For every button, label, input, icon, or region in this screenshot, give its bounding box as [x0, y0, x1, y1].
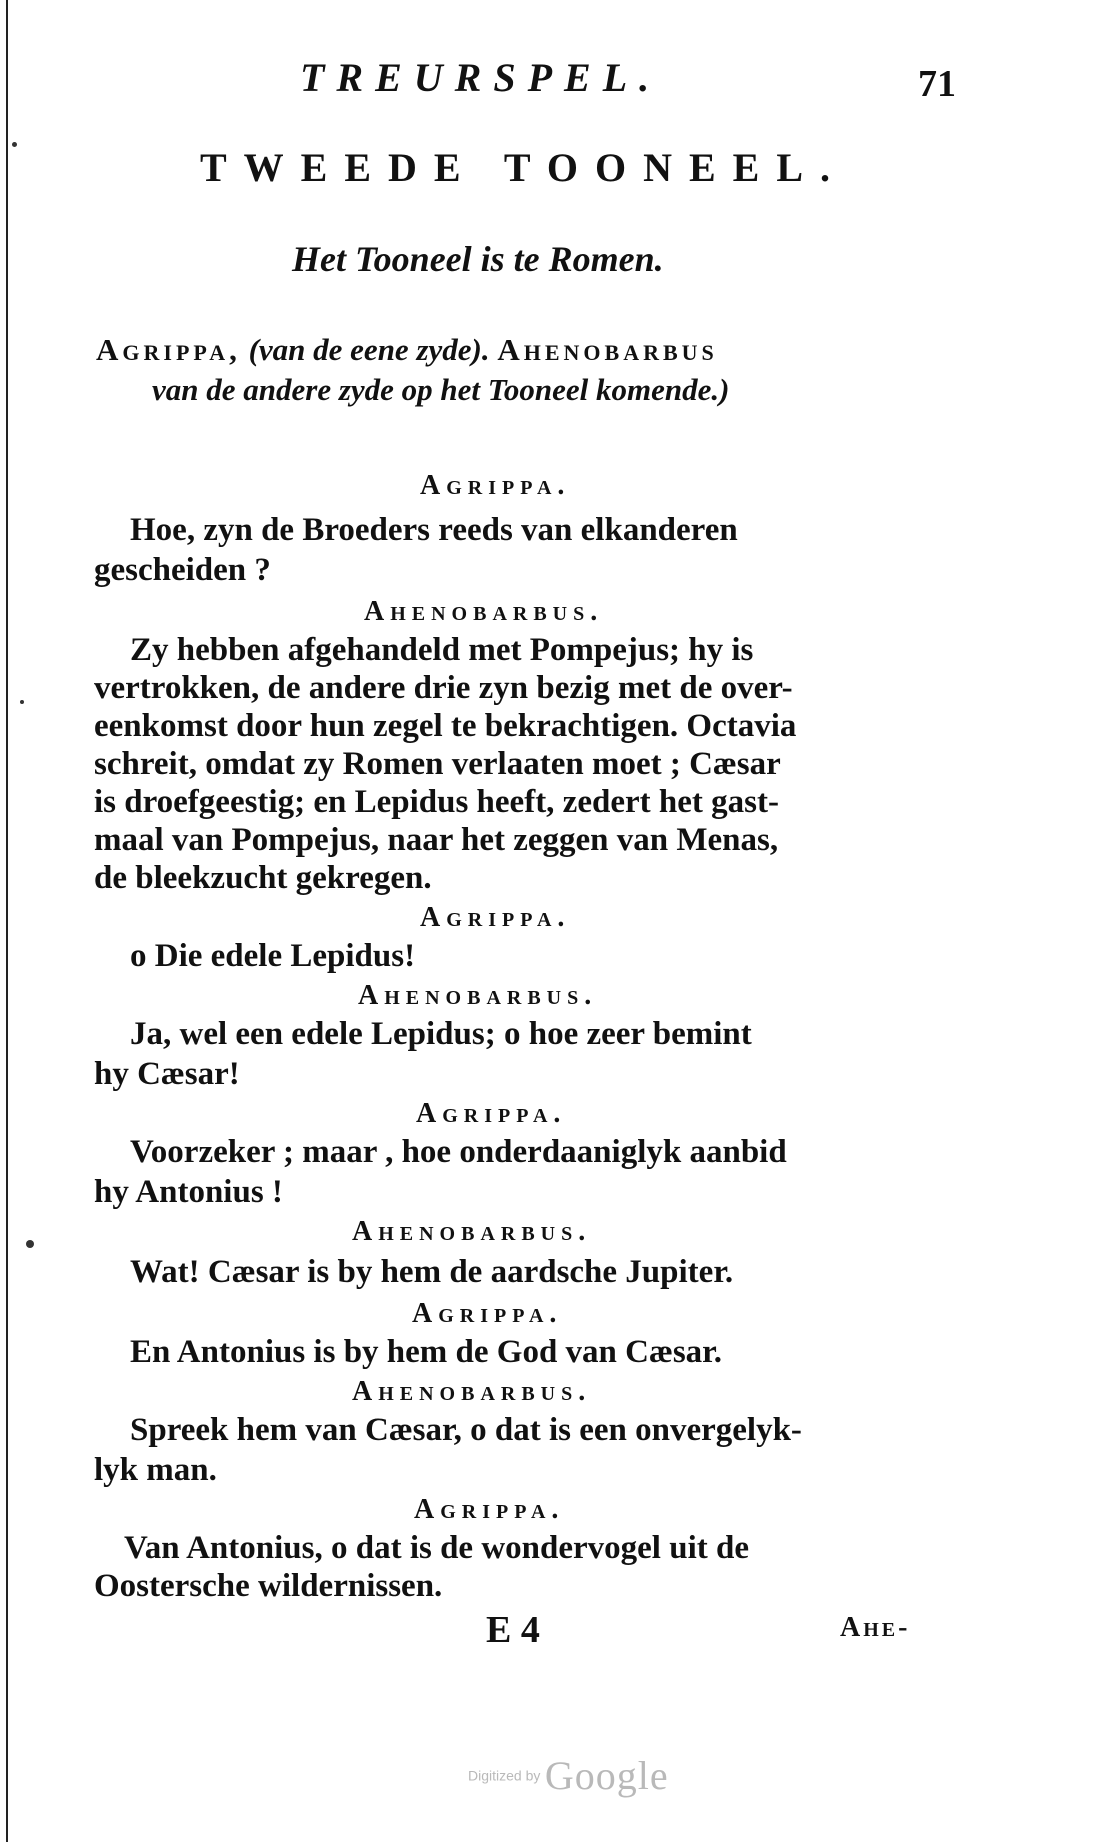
dialogue-line: gescheiden ? [94, 552, 271, 588]
scene-setting: Het Tooneel is te Romen. [292, 239, 664, 279]
scan-speck [12, 142, 17, 147]
stage-direction [96, 330, 946, 410]
speaker-name: Agrippa. [420, 902, 571, 933]
speaker-name: Ahenobarbus. [352, 1216, 592, 1247]
stage-name-ahenobarbus: Ahenobarbus [497, 332, 718, 367]
scan-speck [26, 1240, 34, 1248]
running-title: TREURSPEL. [300, 55, 662, 100]
dialogue-line: de bleekzucht gekregen. [94, 860, 432, 896]
dialogue-line: vertrokken, de andere drie zyn bezig met de over- [94, 670, 793, 706]
speaker-name: Agrippa. [412, 1298, 563, 1329]
speaker-name: Agrippa. [416, 1098, 567, 1129]
page-number: 71 [918, 63, 956, 105]
stage-name-agrippa: Agrippa, [96, 332, 241, 367]
stage-text-2: van de andere zyde op het Tooneel komende.) [152, 372, 730, 407]
dialogue-line: Spreek hem van Cæsar, o dat is een onvergelyk- [130, 1412, 802, 1448]
catchword: Ahe- [840, 1612, 911, 1643]
dialogue-line: Ja, wel een edele Lepidus; o hoe zeer bemint [130, 1016, 752, 1052]
dialogue-line: hy Antonius ! [94, 1174, 283, 1210]
speaker-name: Ahenobarbus. [358, 980, 598, 1011]
dialogue-line: eenkomst door hun zegel te bekrachtigen. Octavia [94, 708, 797, 744]
signature-mark: E 4 [486, 1609, 540, 1651]
scene-heading: TWEEDE TOONEEL. [200, 145, 847, 190]
dialogue-line: En Antonius is by hem de God van Cæsar. [130, 1334, 723, 1370]
dialogue-line: Van Antonius, o dat is de wondervogel uit de [124, 1530, 749, 1566]
dialogue-line: o Die edele Lepidus! [130, 938, 416, 974]
dialogue-line: schreit, omdat zy Romen verlaaten moet ; Cæsar [94, 746, 781, 782]
dialogue-line: maal van Pompejus, naar het zeggen van Menas, [94, 822, 779, 858]
dialogue-line: Wat! Cæsar is by hem de aardsche Jupiter. [130, 1254, 734, 1290]
dialogue-line: Zy hebben afgehandeld met Pompejus; hy is [130, 632, 754, 668]
speaker-name: Agrippa. [414, 1494, 565, 1525]
watermark-brand: Google [544, 1753, 669, 1798]
dialogue-line: Hoe, zyn de Broeders reeds van elkanderen [130, 512, 738, 548]
watermark-prefix: Digitized by [468, 1767, 541, 1784]
scan-speck [20, 700, 24, 704]
dialogue-line: hy Cæsar! [94, 1056, 240, 1092]
speaker-name: Agrippa. [420, 470, 571, 501]
page-edge-line [6, 0, 8, 1842]
speaker-name: Ahenobarbus. [352, 1376, 592, 1407]
dialogue-line: Voorzeker ; maar , hoe onderdaaniglyk aanbid [130, 1134, 787, 1170]
dialogue-line: is droefgeestig; en Lepidus heeft, zedert het gast- [94, 784, 779, 820]
stage-text-1: (van de eene zyde). [248, 332, 490, 367]
speaker-name: Ahenobarbus. [364, 596, 604, 627]
digitized-watermark [468, 1752, 669, 1799]
dialogue-line: lyk man. [94, 1452, 217, 1488]
dialogue-line: Oostersche wildernissen. [94, 1568, 443, 1604]
